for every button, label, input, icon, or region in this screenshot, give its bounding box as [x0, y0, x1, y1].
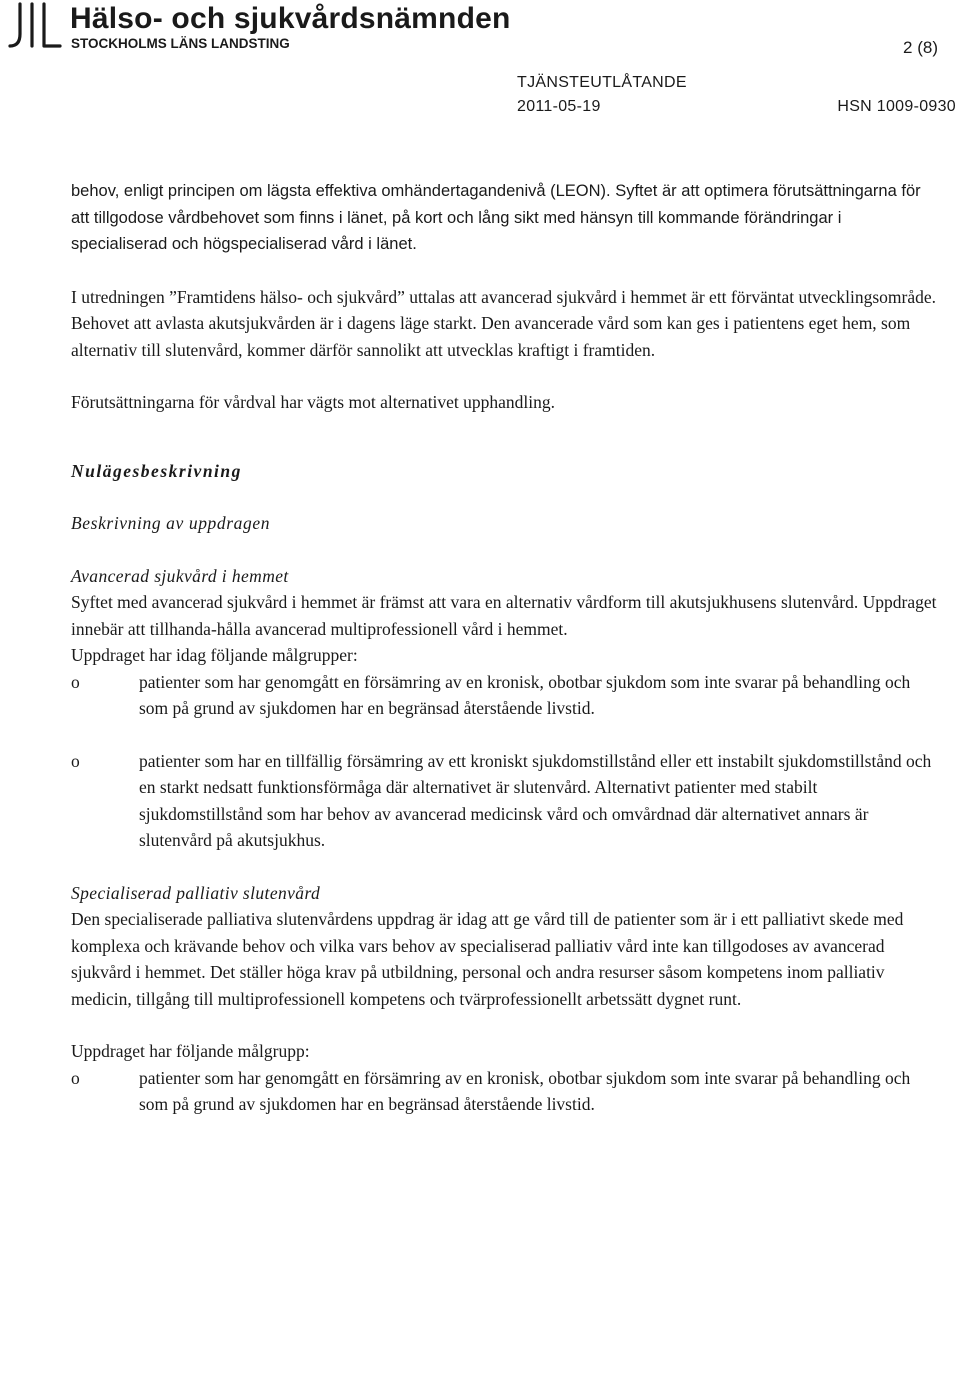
- list-item: [71, 669, 941, 722]
- list-bullet: o: [71, 1067, 80, 1088]
- list-item: [71, 1065, 941, 1118]
- org-name: Hälso- och sjukvårdsnämnden: [70, 2, 511, 35]
- list-asih: [71, 669, 941, 854]
- section-heading: Nulägesbeskrivning: [71, 460, 242, 481]
- paragraph-vardval: Förutsättningarna för vårdval har vägts mot alternativet upphandling.: [71, 392, 556, 412]
- paragraph-framtidens: I utredningen ”Framtidens hälso- och sjukvård” uttalas att avancerad sjukvård i hemmet är ett förväntat utvecklingsområde. Behovet att avlasta akutsjukvården är i dagens läge starkt. Den avancerade vård som kan ges i patientens eget hem, som alternativ till slutenvård, kommer därför sannolikt att utvecklas kraftigt i framtiden.: [71, 286, 936, 360]
- list-item: [71, 748, 941, 854]
- list-bullet: o: [71, 750, 80, 771]
- paragraph-leon: behov, enligt principen om lägsta effektiva omhändertagandenivå (LEON). Syftet är att optimera förutsättningarna för att tillgodose vårdbehovet som finns i länet, på kort och lång sikt med hänsyn till kommande förändringar i specialiserad och högspecialiserad vård i länet.: [71, 182, 921, 253]
- document-type: TJÄNSTEUTLÅTANDE: [517, 74, 687, 91]
- paragraph-palliativ-target: Uppdraget har följande målgrupp:: [71, 1041, 310, 1061]
- page-number: 2 (8): [903, 38, 938, 57]
- list-item-text: patienter som har en tillfällig försämring av ett kroniskt sjukdomstillstånd eller ett instabilt sjukdomstillstånd och en starkt nedsatt funktionsförmåga där alternativet är slutenvård. Alternativt patienter med stabilt sjukdomstillstånd som har behov av avancerad medicinsk vård och omvårdnad där alternativet annars är slutenvård på akutsjukhus.: [139, 750, 932, 850]
- list-palliativ: [71, 1065, 941, 1118]
- list-item-text: patienter som har genomgått en försämring av en kronisk, obotbar sjukdom som inte svarar på behandling och som på grund av sjukdomen har en begränsad återstående livstid.: [139, 1067, 911, 1114]
- document-body: [71, 178, 941, 1118]
- heading-palliativ: Specialiserad palliativ slutenvård: [71, 882, 321, 903]
- list-bullet: o: [71, 671, 80, 692]
- sll-logo-icon: [4, 2, 66, 52]
- subsection-heading: Beskrivning av uppdragen: [71, 513, 271, 533]
- document-reference: HSN 1009-0930: [837, 98, 956, 115]
- org-subtitle: STOCKHOLMS LÄNS LANDSTING: [71, 36, 290, 51]
- paragraph-asih-purpose: Syftet med avancerad sjukvård i hemmet är främst att vara en alternativ vårdform till akutsjukhusens slutenvård. Uppdraget innebär att tillhanda-hålla avancerad multiprofessionell vård i hemmet.: [71, 592, 937, 639]
- paragraph-asih-targets: Uppdraget har idag följande målgrupper:: [71, 645, 358, 665]
- paragraph-palliativ: Den specialiserade palliativa slutenvårdens uppdrag är idag att ge vård till de patienter som är i ett palliativt skede med komplexa och krävande behov och vilka vars behov av specialiserad palliativ vård inte kan tillgodoses av avancerad sjukvård i hemmet. Det ställer höga krav på utbildning, personal och andra resurser såsom kompetens inom palliativ medicin, tillgång till multiprofessionell kompetens och tvärprofessionellt arbetssätt dygnet runt.: [71, 909, 904, 1009]
- document-date: 2011-05-19: [517, 98, 601, 115]
- heading-asih: Avancerad sjukvård i hemmet: [71, 565, 289, 586]
- list-item-text: patienter som har genomgått en försämring av en kronisk, obotbar sjukdom som inte svarar på behandling och som på grund av sjukdomen har en begränsad återstående livstid.: [139, 671, 911, 718]
